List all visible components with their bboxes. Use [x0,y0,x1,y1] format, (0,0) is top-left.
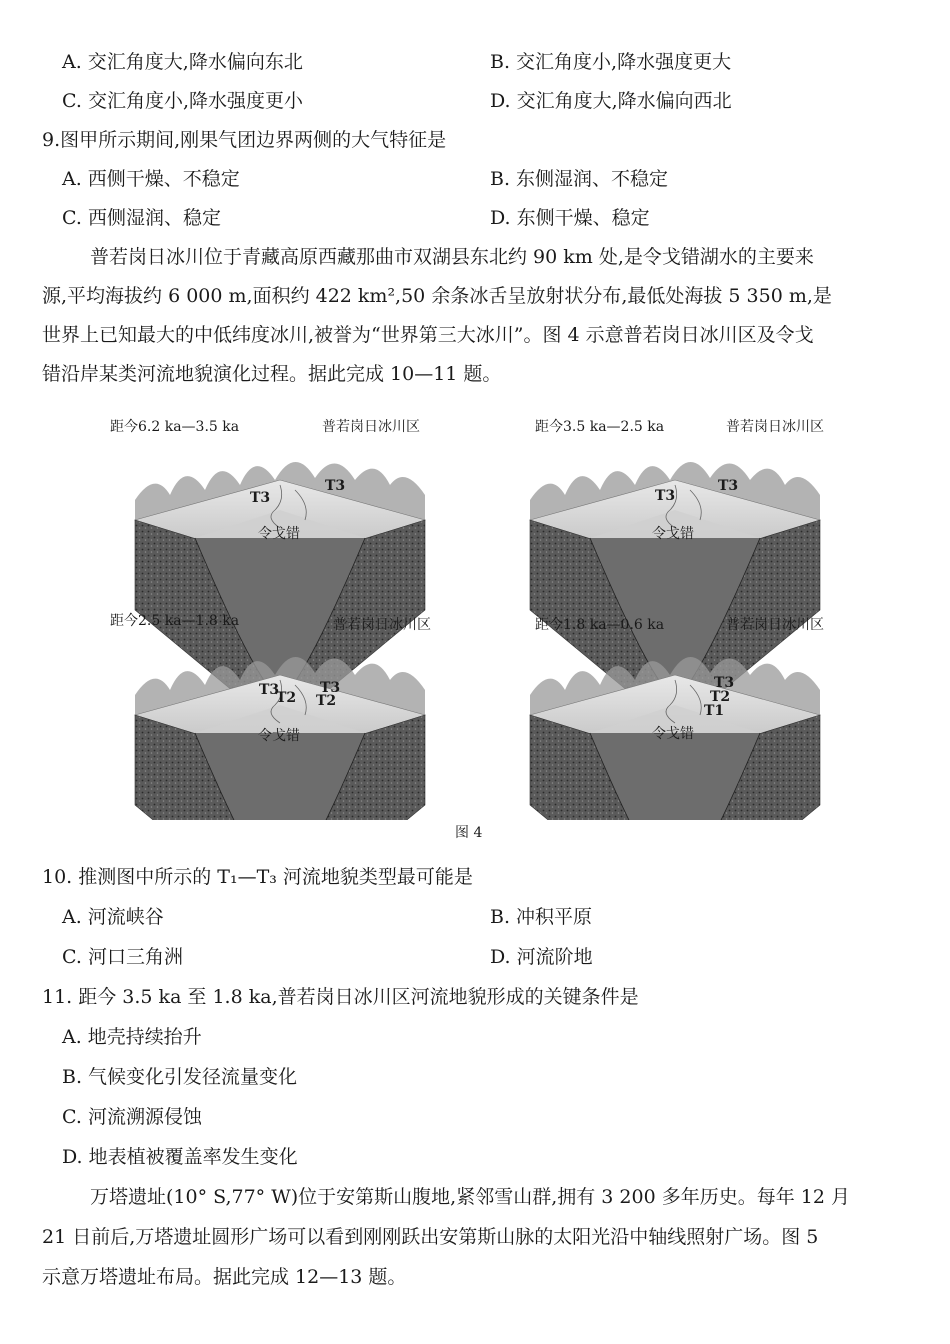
q9-option-b: B. 东侧湿润、不稳定 [490,168,669,190]
panel2-period: 距今3.5 ka—2.5 ka [535,419,665,435]
q9-option-a: A. 西侧干燥、不稳定 [62,168,240,190]
panel3-terrace-1: T3 [259,682,280,698]
panel2-terrace-1: T3 [655,488,676,504]
q11-stem: 11. 距今 3.5 ka 至 1.8 ka,普若岗日冰川区河流地貌形成的关键条件是 [42,986,639,1008]
panel4-period: 距今1.8 ka—0.6 ka [535,617,665,633]
passage2-line-2: 21 日前后,万塔遗址圆形广场可以看到刚刚跃出安第斯山脉的太阳光沿中轴线照射广场。图 5 [42,1226,819,1248]
panel3-glacier-label: 普若岗日冰川区 [333,617,431,633]
panel3-terrace-3: T3 [320,680,341,696]
panel2-glacier-label: 普若岗日冰川区 [726,419,824,435]
panel4-glacier-label: 普若岗日冰川区 [726,617,824,633]
panel3-terrace-4: T2 [316,693,337,709]
passage1-line-3: 世界上已知最大的中低纬度冰川,被誉为“世界第三大冰川”。图 4 示意普若岗日冰川区及令戈 [42,324,814,346]
q8-option-a: A. 交汇角度大,降水偏向东北 [62,51,303,73]
passage1-line-1: 普若岗日冰川位于青藏高原西藏那曲市双湖县东北约 90 km 处,是令戈错湖水的主要来 [90,246,814,268]
q11-option-d: D. 地表植被覆盖率发生变化 [62,1146,298,1168]
q8-option-b: B. 交汇角度小,降水强度更大 [490,51,732,73]
figure-caption: 图 4 [455,825,483,841]
panel4-lake-label: 令戈错 [652,726,694,742]
passage2-line-1: 万塔遗址(10° S,77° W)位于安第斯山腹地,紧邻雪山群,拥有 3 200 多年历史。每年 12 月 [90,1186,850,1208]
panel3-period: 距今2.5 ka—1.8 ka [110,613,240,629]
q11-option-c: C. 河流溯源侵蚀 [62,1106,202,1128]
q10-option-c: C. 河口三角洲 [62,946,183,968]
panel4-terrace-1: T3 [714,675,735,691]
q10-option-d: D. 河流阶地 [490,946,593,968]
panel4-terrace-3: T1 [704,703,725,719]
q8-option-d: D. 交汇角度大,降水偏向西北 [490,90,732,112]
panel1-glacier-label: 普若岗日冰川区 [322,419,420,435]
panel2-lake-label: 令戈错 [652,526,694,542]
q8-option-c: C. 交汇角度小,降水强度更小 [62,90,303,112]
q11-option-a: A. 地壳持续抬升 [62,1026,202,1048]
passage1-line-4: 错沿岸某类河流地貌演化过程。据此完成 10—11 题。 [42,363,502,385]
panel1-lake-label: 令戈错 [258,526,300,542]
panel2-terrace-2: T3 [718,478,739,494]
panel1-terrace-2: T3 [325,478,346,494]
panel3-lake-label: 令戈错 [258,728,300,744]
passage1-line-2: 源,平均海拔约 6 000 m,面积约 422 km²,50 余条冰舌呈放射状分布,最低处海拔 5 350 m,是 [42,285,832,307]
q9-option-d: D. 东侧干燥、稳定 [490,207,650,229]
q10-stem: 10. 推测图中所示的 T₁—T₃ 河流地貌类型最可能是 [42,866,473,888]
q9-option-c: C. 西侧湿润、稳定 [62,207,221,229]
panel3-terrace-2: T2 [276,690,297,706]
panel1-terrace-1: T3 [250,490,271,506]
passage2-line-3: 示意万塔遗址布局。据此完成 12—13 题。 [42,1266,407,1288]
q11-option-b: B. 气候变化引发径流量变化 [62,1066,298,1088]
q10-option-a: A. 河流峡谷 [62,906,164,928]
q10-option-b: B. 冲积平原 [490,906,593,928]
q9-stem: 9.图甲所示期间,刚果气团边界两侧的大气特征是 [42,129,447,151]
panel4-terrace-2: T2 [710,689,731,705]
panel1-period: 距今6.2 ka—3.5 ka [110,419,240,435]
